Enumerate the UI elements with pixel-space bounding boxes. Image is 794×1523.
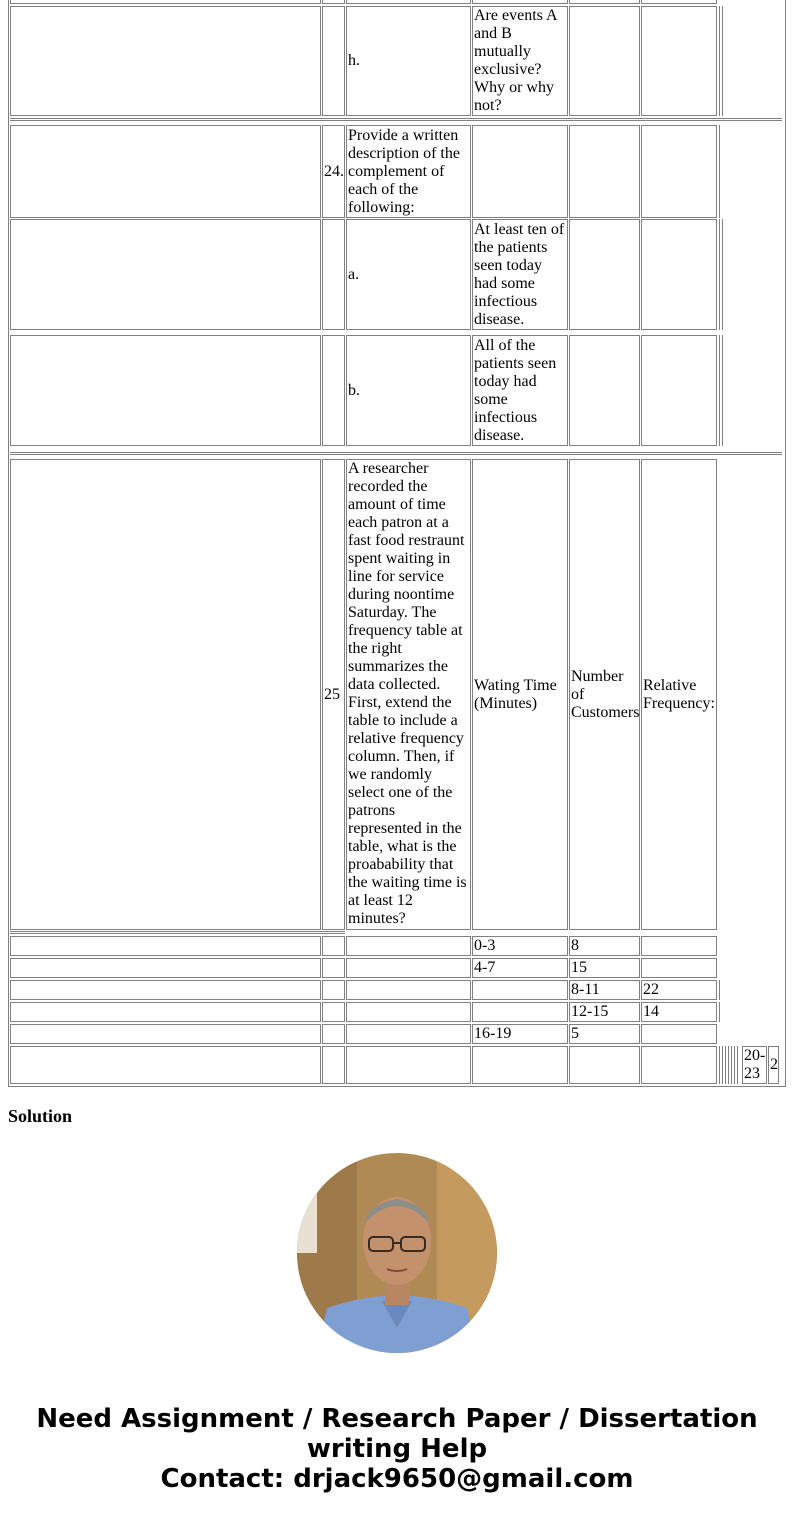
- table-cell: [322, 936, 345, 956]
- table-border: [728, 1046, 729, 1084]
- table-border: [731, 1046, 732, 1084]
- freq-range-cell: 12-15: [569, 1002, 640, 1022]
- freq-range-cell: 4-7: [472, 958, 568, 978]
- question-number-24: 24.: [322, 125, 345, 218]
- table-border: [719, 980, 720, 1000]
- item-text-h: Are events A and B mutually exclusive? Why or why not?: [472, 6, 568, 116]
- freq-count-cell: 5: [569, 1024, 640, 1044]
- table-cell: [641, 958, 717, 978]
- table-cell: [472, 125, 568, 218]
- table-cell: [641, 219, 717, 330]
- table-border: [719, 219, 720, 330]
- item-label-b: b.: [346, 335, 471, 446]
- table-cell: [641, 125, 717, 218]
- author-avatar: [297, 1153, 497, 1353]
- table-cell: [10, 1002, 321, 1022]
- table-border: [725, 1046, 726, 1084]
- table-cell: [569, 0, 640, 4]
- table-cell: [322, 1002, 345, 1022]
- table-cell: [322, 6, 345, 116]
- table-cell: [641, 936, 717, 956]
- table-cell: [346, 1046, 471, 1084]
- table-border: [722, 1046, 723, 1084]
- table-border: [719, 335, 720, 446]
- table-cell: [322, 219, 345, 330]
- freq-count-cell: 15: [569, 958, 640, 978]
- table-cell: [641, 0, 717, 4]
- table-cell: [569, 335, 640, 446]
- table-cell: [569, 125, 640, 218]
- row-divider: [10, 452, 782, 455]
- table-cell: [10, 6, 321, 116]
- table-border: [719, 1046, 720, 1084]
- table-cell: [10, 936, 321, 956]
- table-cell: [10, 459, 321, 930]
- table-cell: [322, 0, 345, 4]
- table-cell: [472, 0, 568, 4]
- table-cell: [10, 219, 321, 330]
- item-label-h: h.: [346, 6, 471, 116]
- freq-count-cell: 2: [768, 1046, 779, 1084]
- table-cell: [322, 980, 345, 1000]
- table-cell: [641, 1046, 717, 1084]
- table-border: [722, 219, 723, 330]
- table-cell: [569, 1046, 640, 1084]
- freq-count-cell: 22: [641, 980, 717, 1000]
- table-cell: [10, 335, 321, 446]
- table-cell: [346, 980, 471, 1000]
- row-divider: [10, 931, 345, 934]
- freq-range-cell: 20-23: [744, 1047, 766, 1082]
- table-cell: [346, 1024, 471, 1044]
- promo-banner: [0, 1404, 794, 1494]
- table-cell: [472, 1002, 568, 1022]
- solution-heading: Solution: [8, 1106, 73, 1126]
- table-border: [722, 335, 723, 446]
- table-cell: [472, 1046, 568, 1084]
- promo-line: writing Help: [306, 1434, 488, 1464]
- table-border: [737, 1046, 738, 1084]
- table-cell: [322, 958, 345, 978]
- contact-email: Contact: drjack9650@gmail.com: [160, 1464, 634, 1494]
- question-text-24: Provide a written description of the complement of each of the following:: [346, 125, 471, 218]
- table-cell: [322, 1024, 345, 1044]
- freq-range-cell: 0-3: [472, 936, 568, 956]
- table-cell: [472, 980, 568, 1000]
- question-text-25: A researcher recorded the amount of time each patron at a fast food restraunt spent waiting in line for service during noontime Saturday. The frequency table at the right summarizes the data collected. First, extend the table to include a relative frequency column. Then, if we randomly select one of the patrons represented in the table, what is the proabability that the waiting time is at least 12 minutes?: [346, 459, 471, 930]
- table-cell: [322, 1046, 345, 1084]
- table-cell: [569, 6, 640, 116]
- table-cell: [10, 1024, 321, 1044]
- author-photo-icon: [297, 1153, 497, 1353]
- table-border: [719, 6, 720, 116]
- freq-count-cell: 8: [569, 936, 640, 956]
- promo-line: Need Assignment / Research Paper / Dissertation: [36, 1404, 758, 1434]
- item-label-a: a.: [346, 219, 471, 330]
- table-border: [722, 6, 723, 116]
- table-cell: [346, 958, 471, 978]
- table-cell: [10, 125, 321, 218]
- table-cell: [10, 0, 321, 4]
- table-cell: [10, 958, 321, 978]
- table-border: [719, 125, 720, 218]
- item-text-a: At least ten of the patients seen today had some infectious disease.: [472, 219, 568, 330]
- column-header-relative-frequency: Relative Frequency:: [641, 459, 717, 930]
- table-cell: [346, 936, 471, 956]
- column-header-customers: Number of Customers: [569, 459, 640, 930]
- table-border: [719, 1002, 720, 1022]
- column-header-waiting-time: Wating Time (Minutes): [472, 459, 568, 930]
- question-number-25: 25: [322, 459, 345, 930]
- table-cell: [641, 335, 717, 446]
- table-border: [734, 1046, 735, 1084]
- table-cell: [10, 980, 321, 1000]
- freq-range-cell: 8-11: [569, 980, 640, 1000]
- table-cell: [641, 6, 717, 116]
- table-cell: [322, 335, 345, 446]
- freq-range-cell: 16-19: [472, 1024, 568, 1044]
- table-cell: [346, 1002, 471, 1022]
- table-cell: [641, 1024, 717, 1044]
- table-cell: [10, 1046, 321, 1084]
- table-cell: [569, 219, 640, 330]
- item-text-b: All of the patients seen today had some infectious disease.: [472, 335, 568, 446]
- table-cell: [346, 0, 471, 4]
- row-divider: [10, 118, 782, 121]
- freq-count-cell: 14: [641, 1002, 717, 1022]
